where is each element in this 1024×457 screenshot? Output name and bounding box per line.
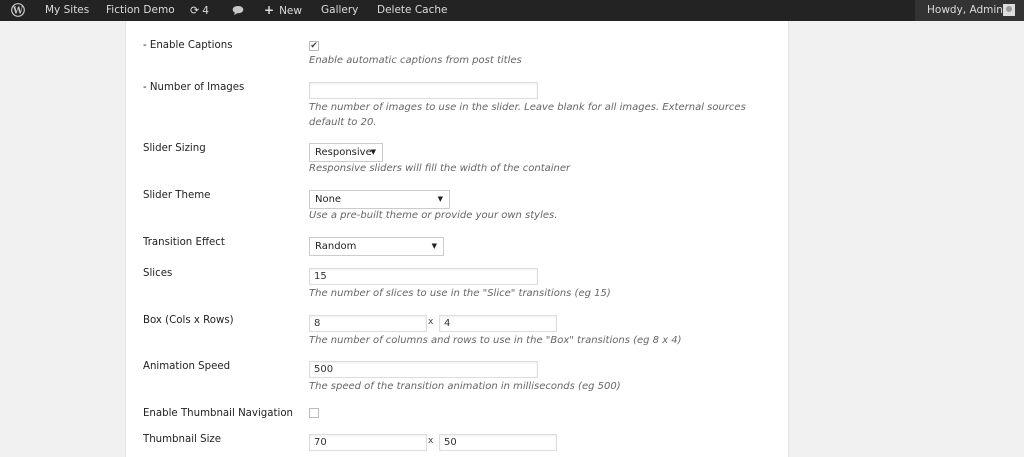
slices-desc: The number of slices to use in the "Slice" transitions (eg 15) [309, 288, 611, 299]
thumbnail-height-input[interactable]: 50 [439, 434, 557, 451]
animation-speed-label: Animation Speed [143, 361, 231, 372]
animation-speed-desc: The speed of the transition animation in milliseconds (eg 500) [309, 381, 621, 392]
svg-text:W: W [12, 6, 23, 17]
wordpress-logo-icon[interactable] [0, 0, 35, 21]
number-of-images-input[interactable] [309, 82, 538, 99]
box-rows-input[interactable]: 4 [439, 315, 557, 332]
slider-sizing-label: Slider Sizing [143, 143, 206, 154]
transition-effect-value: Random [315, 241, 357, 252]
slider-theme-label: Slider Theme [143, 190, 211, 201]
chevron-down-icon: ▼ [431, 242, 437, 250]
number-of-images-label: - Number of Images [143, 82, 245, 93]
comment-bubble-icon [232, 5, 244, 16]
comments-menu[interactable] [232, 0, 244, 21]
thumbnail-size-label: Thumbnail Size [143, 434, 222, 445]
updates-menu[interactable] [190, 0, 209, 21]
thumbnail-navigation-label: Enable Thumbnail Navigation [143, 408, 294, 419]
avatar [1003, 4, 1015, 16]
slices-label: Slices [143, 268, 173, 279]
new-label: New [279, 5, 302, 17]
thumbnail-width-input[interactable]: 70 [309, 434, 427, 451]
settings-panel [125, 21, 789, 457]
box-cols-input[interactable]: 8 [309, 315, 427, 332]
new-content-menu[interactable] [264, 0, 302, 21]
chevron-down-icon: ▼ [370, 148, 376, 156]
transition-effect-select[interactable] [309, 237, 444, 256]
delete-cache-menu[interactable]: Delete Cache [377, 4, 448, 16]
box-label: Box (Cols x Rows) [143, 315, 234, 326]
updates-icon: ⟳ [190, 4, 200, 17]
plus-icon: + [264, 3, 275, 17]
box-desc: The number of columns and rows to use in the "Box" transitions (eg 8 x 4) [309, 335, 682, 346]
chevron-down-icon: ▼ [437, 195, 443, 203]
howdy-text: Howdy, Admin [927, 4, 1003, 16]
gallery-menu[interactable]: Gallery [321, 4, 359, 16]
slider-theme-desc: Use a pre-built theme or provide your own styles. [309, 210, 558, 221]
enable-captions-checkbox[interactable]: ✔ [310, 41, 318, 51]
slider-theme-value: None [315, 194, 342, 205]
box-separator: x [428, 317, 434, 327]
updates-count: 4 [202, 5, 209, 17]
thumbnail-size-separator: x [428, 436, 434, 446]
site-name-menu[interactable]: Fiction Demo [106, 4, 175, 16]
thumbnail-navigation-checkbox[interactable] [309, 408, 319, 418]
admin-bar [0, 0, 1024, 21]
enable-captions-desc: Enable automatic captions from post titles [309, 55, 522, 66]
my-sites-menu[interactable]: My Sites [45, 4, 90, 16]
slices-input[interactable]: 15 [309, 268, 538, 285]
slider-sizing-select[interactable] [309, 143, 383, 162]
slider-sizing-value: Responsive [315, 147, 372, 158]
slider-theme-select[interactable] [309, 190, 450, 209]
number-of-images-desc: The number of images to use in the slider. Leave blank for all images. External sources default to 20. [309, 102, 746, 128]
wordpress-logo-icon [11, 3, 25, 17]
account-menu[interactable] [915, 0, 1024, 21]
slider-sizing-desc: Responsive sliders will fill the width of the container [309, 163, 571, 174]
transition-effect-label: Transition Effect [143, 237, 225, 248]
enable-captions-label: - Enable Captions [143, 40, 233, 51]
animation-speed-input[interactable]: 500 [309, 361, 538, 378]
